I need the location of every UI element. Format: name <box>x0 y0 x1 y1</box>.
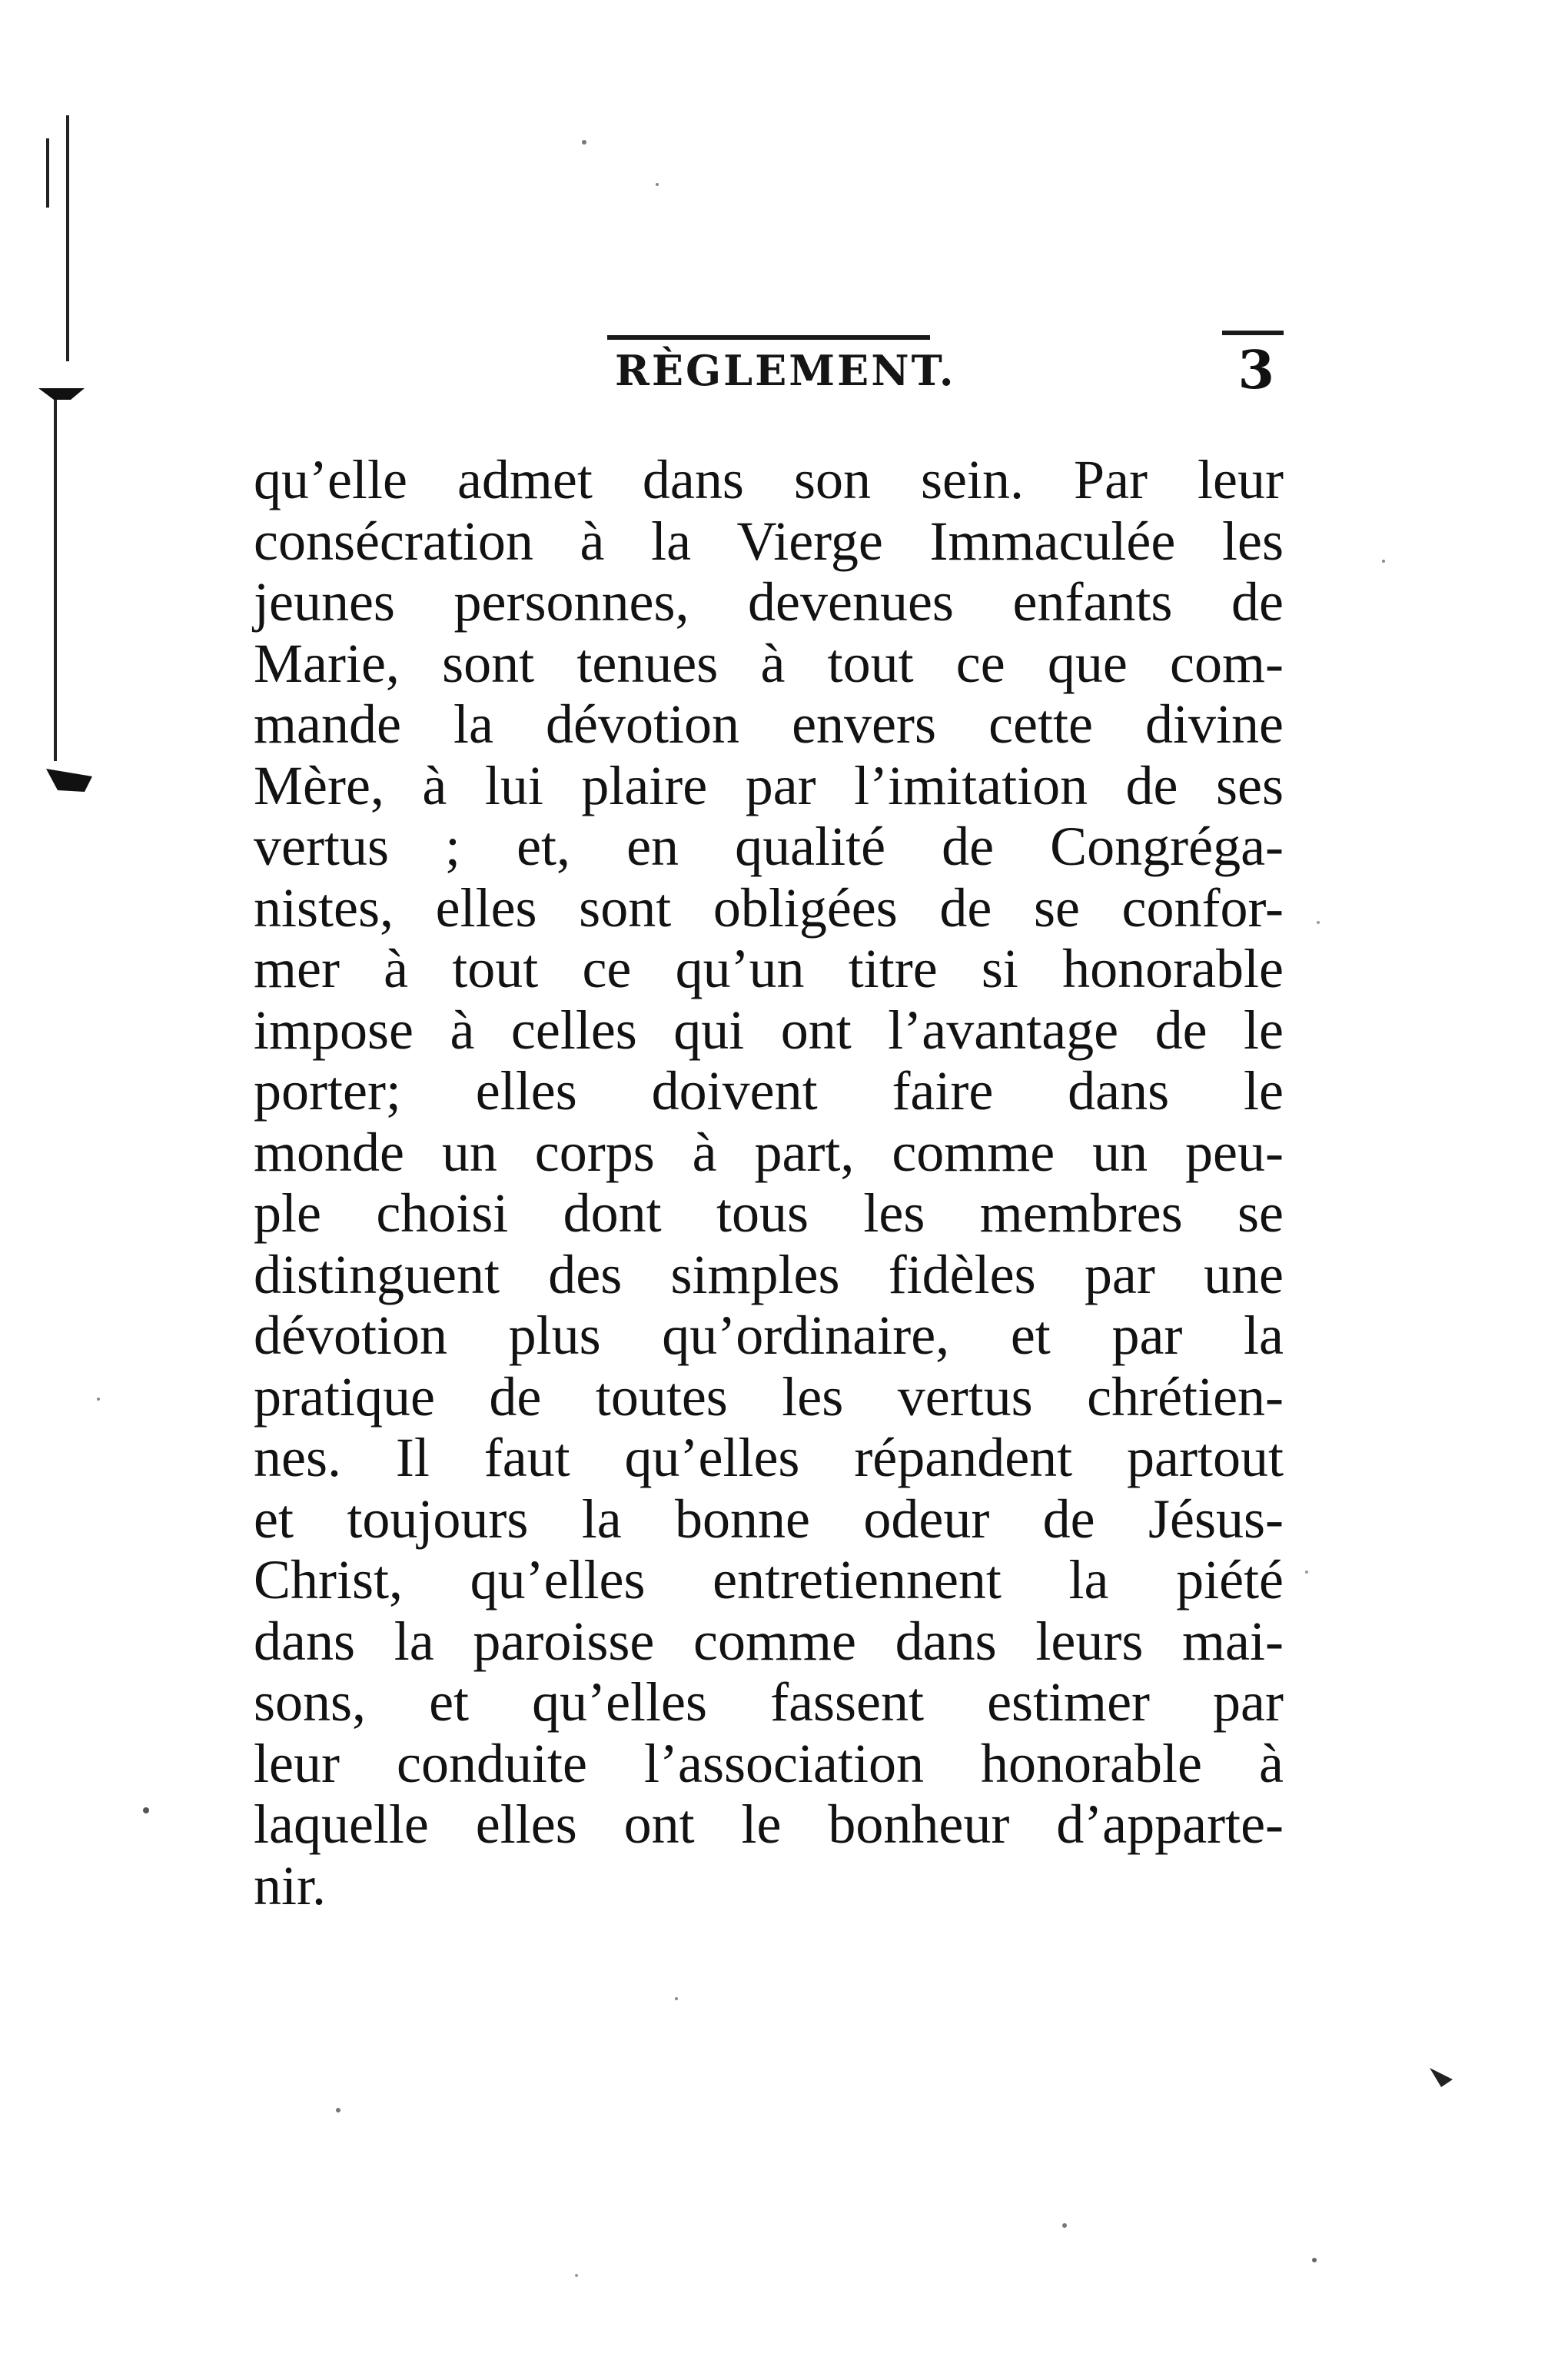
text-line-last: nir. <box>254 1854 327 1916</box>
text-line: distinguent des simples fidèles par une <box>254 1243 1284 1305</box>
text-line: porter; elles doivent faire dans le <box>254 1060 1284 1122</box>
text-line: mer à tout ce qu’un titre si honorable <box>254 938 1284 999</box>
text-line: dévotion plus qu’ordinaire, et par la <box>254 1305 1284 1366</box>
page-number: 3 <box>1237 340 1274 401</box>
running-head-title: RÈGLEMENT. <box>615 346 956 395</box>
text-line: mande la dévotion envers cette divine <box>254 693 1284 755</box>
text-line: nistes, elles sont obligées de se confor- <box>254 876 1284 939</box>
text-line: jeunes personnes, devenues enfants de <box>254 571 1284 633</box>
text-line: impose à celles qui ont l’avantage de le <box>254 999 1284 1061</box>
head-rule <box>607 335 930 340</box>
text-line: nes. Il faut qu’elles répandent partout <box>254 1427 1284 1488</box>
page-number-rule <box>1222 331 1284 335</box>
text-line: vertus ; et, en qualité de Congréga- <box>254 816 1284 877</box>
text-line: monde un corps à part, comme un peu- <box>254 1121 1284 1183</box>
text-line: sons, et qu’elles fassent estimer par <box>254 1671 1284 1733</box>
text-line: Marie, sont tenues à tout ce que com- <box>254 632 1284 694</box>
text-line: ple choisi dont tous les membres se <box>254 1182 1284 1244</box>
text-line: laquelle elles ont le bonheur d’apparte- <box>254 1793 1284 1855</box>
text-line: et toujours la bonne odeur de Jésus- <box>254 1488 1284 1550</box>
text-line: Christ, qu’elles entretiennent la piété <box>254 1549 1284 1610</box>
text-line: dans la paroisse comme dans leurs mai- <box>254 1610 1284 1672</box>
text-line: consécration à la Vierge Immaculée les <box>254 510 1284 572</box>
body-paragraph <box>254 449 1284 1916</box>
text-line: qu’elle admet dans son sein. Par leur <box>254 449 1284 510</box>
text-line: leur conduite l’association honorable à <box>254 1732 1284 1794</box>
text-line: Mère, à lui plaire par l’imitation de ses <box>254 754 1284 816</box>
binding-marks <box>0 0 123 846</box>
running-head <box>254 323 1284 407</box>
text-line: pratique de toutes les vertus chrétien- <box>254 1365 1284 1428</box>
